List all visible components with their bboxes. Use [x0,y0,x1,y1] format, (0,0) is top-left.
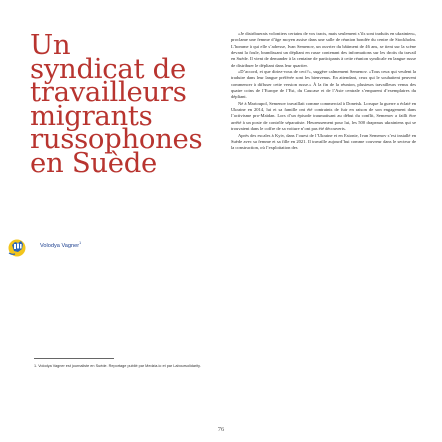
footnote: 1. Volodya Vagner est journaliste en Suède. Reportage publié par Medzia.io et par Laboursolidarity. [34,364,201,368]
title-line: travailleurs [30,76,187,108]
body-paragraph: «Je distribuerais volontiers certains de vos tracts, mais seulement s’ils sont traduits en ukrainien», proclame une femme d’âge moyen assise dans une salle de réunion bondée du centre de Stockholm. L’homme à qui elle s’adresse, Ivan Semenov, un ouvrier du bâtiment de 46 ans, se tient sur la scène devant la foule, brandissant un dépliant en russe contenant des informations sur les droits du travail en Suède. Il vient de demander à la centaine de participants à cette réunion syndicale en langue russe de distribuer le dépliant dans leur quartier. [231,31,416,68]
page-number: 76 [217,426,225,433]
fist-logo-icon [6,236,30,258]
title-line: en Suède [30,146,158,179]
body-paragraph: «D’accord, et que diriez-vous de ceci?», suggère calmement Semenov. «Tous ceux qui veulent la traduire dans leur langue préférée sont les bienvenus. En attendant, ceux qui le souhaitent peuvent commencer à diffuser cette version russe.» À la fin de la réunion, plusieurs travailleurs venus des quatre coins de l’Europe de l’Est, du Caucase et de l’Asie centrale s’emparent d’exemplaires du dépliant. [231,69,416,100]
article-title [30,29,220,179]
footnote-divider [34,358,114,359]
body-paragraph: Né à Marioupol, Semenov travaillait comme commercial à Donetsk. Lorsque la guerre a éclaté en Ukraine en 2014, lui et sa famille ont été contraints de fuir en raison de son engagement dans l’activisme pro-Maïdan. Lors d’un épisode traumatisant au début du conflit, Semenov a failli être arrêté à un poste de contrôle séparatiste. Heureusement pour lui, les 500 drapeaux ukrainiens qui se trouvaient dans le coffre de sa voiture n’ont pas été découverts. [231,100,416,132]
footnote-marker: 1 [79,241,82,245]
body-paragraph: Après des escales à Kyiv, dans l’ouest de l’Ukraine et en Estonie, Ivan Semenov s’est installé en Suède avec sa femme et sa fille en 2021. Il travaille aujourd’hui comme couvreur dans le secteur de la construction, où l’exploitation des [231,132,416,151]
author-name-text: Volodya Vagner [40,242,80,249]
title-line: syndicat de [30,52,186,85]
author-name [40,241,81,249]
author-row [6,236,30,258]
article-body [231,31,416,152]
title-line: migrants [30,99,153,132]
title-line: russophones [30,123,203,155]
title-line: Un [30,29,71,61]
